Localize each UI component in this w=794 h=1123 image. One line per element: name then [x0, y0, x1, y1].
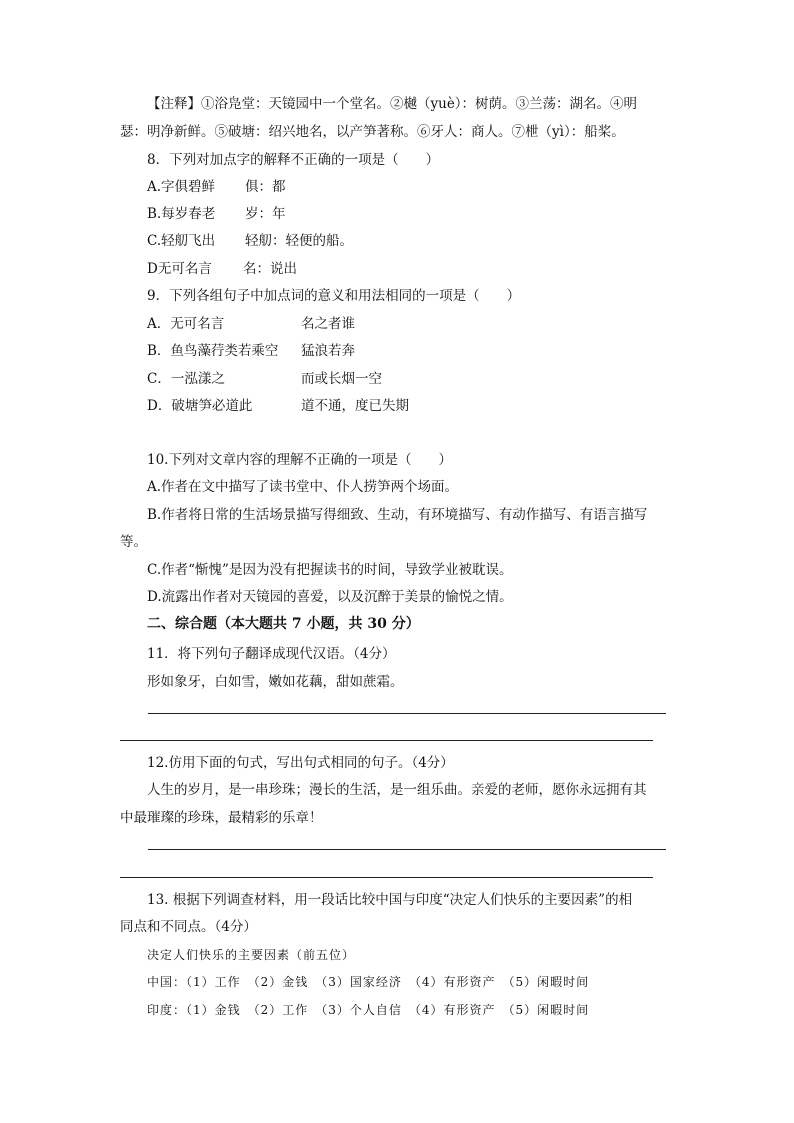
q12-answer-line-2 — [120, 877, 653, 878]
q12-text-line-1: 人生的岁月，是一串珍珠；漫长的生活，是一组乐曲。亲爱的老师，愿你永远拥有其 — [147, 782, 647, 798]
q12-answer-line-1 — [148, 849, 666, 850]
q10-option-a: A.作者在文中描写了读书堂中、仆人捞笋两个场面。 — [147, 479, 459, 495]
q9-stem: 9．下列各组句子中加点词的意义和用法相同的一项是（ ） — [147, 288, 521, 304]
q8-option-c-gloss: 轻舠：轻便的船。 — [245, 233, 353, 249]
q10-option-c: C.作者“惭愧”是因为没有把握读书的时间，导致学业被耽误。 — [147, 562, 513, 578]
q13-table-title: 决定人们快乐的主要因素（前五位） — [147, 948, 356, 962]
q9-option-c — [147, 370, 794, 388]
notes-line-2: 瑟：明净新鲜。⑤破塘：绍兴地名，以产笋著称。⑥牙人：商人。⑦枻（yì）：船桨。 — [120, 124, 625, 140]
q11-answer-line-2 — [120, 740, 653, 741]
q9-option-a — [147, 315, 794, 333]
q10-option-d: D.流露出作者对天镜园的喜爱，以及沉醉于美景的愉悦之情。 — [147, 589, 513, 605]
q8-option-c-text: C.轻舠飞出 — [147, 233, 216, 249]
q13-china-row: 中国：（1）工作 （2）金钱 （3）国家经济 （4）有形资产 （5）闲暇时间 — [147, 975, 590, 989]
q11-stem: 11．将下列句子翻译成现代汉语。（4分） — [147, 646, 396, 662]
q9-option-b-text: B．鱼鸟藻荇类若乘空 — [147, 343, 279, 359]
q12-stem: 12.仿用下面的句式，写出句式相同的句子。（4分） — [147, 755, 454, 771]
q11-answer-line-1 — [148, 713, 666, 714]
q8-option-b-text: B.每岁春老 — [147, 206, 216, 222]
q8-option-b-gloss: 岁：年 — [245, 206, 286, 222]
q13-india-row: 印度：（1）金钱 （2）工作 （3）个人自信 （4）有形资产 （5）闲暇时间 — [147, 1003, 590, 1017]
q10-stem: 10.下列对文章内容的理解不正确的一项是（ ） — [147, 452, 452, 468]
q8-option-a — [147, 178, 794, 196]
q9-option-b — [147, 342, 794, 360]
q8-option-a-text: A.字俱碧鲜 — [147, 179, 216, 195]
q8-option-d-gloss: 名：说出 — [243, 261, 297, 277]
q8-option-b — [147, 205, 794, 223]
q13-stem-line-1: 13. 根据下列调查材料，用一段话比较中国与印度“决定人们快乐的主要因素”的相 — [147, 892, 633, 908]
q9-option-c-compare: 而或长烟一空 — [301, 371, 382, 387]
q9-option-d — [147, 397, 794, 415]
q8-stem: 8．下列对加点字的解释不正确的一项是（ ） — [147, 152, 440, 168]
q12-text-line-2: 中最璀璨的珍珠，最精彩的乐章！ — [120, 810, 323, 826]
q9-option-d-compare: 道不通，度已失期 — [301, 398, 409, 414]
q9-option-a-compare: 名之者谁 — [301, 316, 355, 332]
q13-stem-line-2: 同点和不同点。（4分） — [120, 919, 257, 935]
q11-sentence: 形如象牙，白如雪，嫩如花藕，甜如蔗霜。 — [147, 674, 404, 690]
q9-option-b-compare: 猛浪若奔 — [301, 343, 355, 359]
q8-option-a-gloss: 俱：都 — [245, 179, 286, 195]
notes-line-1: 【注释】①浴凫堂：天镜园中一个堂名。②樾（yuè）：树荫。③兰荡：湖名。④明 — [147, 96, 638, 112]
q9-option-c-text: C．一泓漾之 — [147, 371, 225, 387]
q10-option-b-line2: 等。 — [120, 534, 147, 550]
q8-option-d — [147, 260, 794, 278]
q8-option-d-text: D无可名言 — [147, 261, 212, 277]
q9-option-d-text: D．破塘笋必道此 — [147, 398, 253, 414]
q10-option-b-line1: B.作者将日常的生活场景描写得细致、生动，有环境描写、有动作描写、有语言描写 — [147, 507, 648, 523]
section-title: 二、综合题（本大题共 7 小题，共 30 分） — [147, 616, 420, 632]
q8-option-c — [147, 232, 794, 250]
q9-option-a-text: A．无可名言 — [147, 316, 225, 332]
